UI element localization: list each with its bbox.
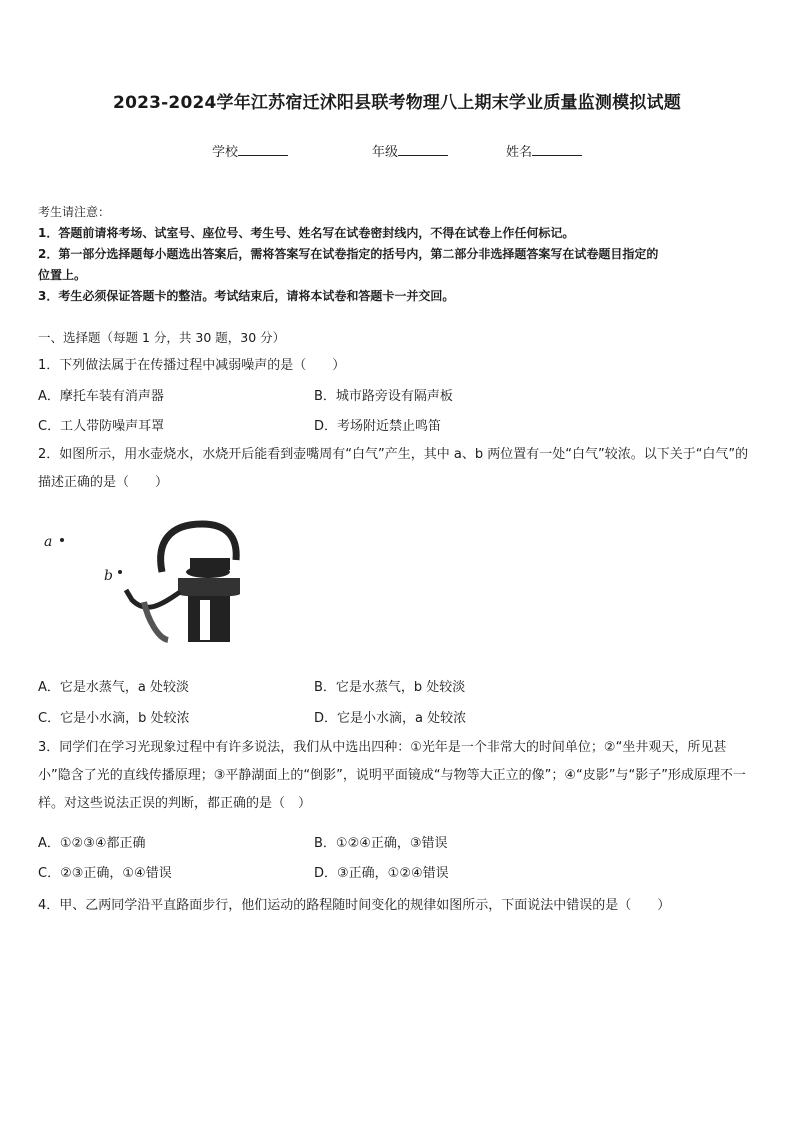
grade-field[interactable] [372,141,448,160]
kettle-figure [40,520,250,650]
section-heading: 一、选择题（每题 1 分，共 30 题，30 分） [38,330,286,345]
name-blank[interactable] [532,143,582,156]
q1-option-b[interactable]: B．城市路旁设有隔声板 [314,389,453,404]
q2-option-d[interactable]: D．它是小水滴，a 处较浓 [314,711,467,726]
school-label: 学校 [212,145,239,160]
notice-item: 3．考生必须保证答题卡的整洁。考试结束后，请将本试卷和答题卡一并交回。 [38,289,455,303]
q3-option-a[interactable]: A．①②③④都正确 [38,836,146,851]
question-3-stem: 3．同学们在学习光现象过程中有许多说法，我们从中选出四种：①光年是一个非常大的时间单位；②“坐井观天，所见甚小”隐含了光的直线传播原理；③平静湖面上的“倒影”，说明平面镜成“与物等大正立的像”；④“皮影”与“影子”形成原理不一样。对这些说法正误的判断，都正确的是（ ） [38,740,746,811]
q3-option-c[interactable]: C．②③正确，①④错误 [38,866,172,881]
q1-option-a[interactable]: A．摩托车装有消声器 [38,389,164,404]
q3-option-b[interactable]: B．①②④正确，③错误 [314,836,448,851]
q2-option-c[interactable]: C．它是小水滴，b 处较浓 [38,711,190,726]
q3-option-d[interactable]: D．③正确，①②④错误 [314,866,449,881]
label-b: b [104,568,113,584]
question-1-stem: 1．下列做法属于在传播过程中减弱噪声的是（ ） [38,358,346,373]
q1-option-c[interactable]: C．工人带防噪声耳罩 [38,419,165,434]
question-2-stem: 2．如图所示，用水壶烧水，水烧开后能看到壶嘴周有“白气”产生，其中 a、b 两位置有一处“白气”较浓。以下关于“白气”的描述正确的是（ ） [38,447,749,490]
q2-option-a[interactable]: A．它是水蒸气，a 处较淡 [38,680,189,695]
school-blank[interactable] [238,143,288,156]
notice-item: 位置上。 [38,268,87,282]
grade-blank[interactable] [398,143,448,156]
q1-option-d[interactable]: D．考场附近禁止鸣笛 [314,419,442,434]
grade-label: 年级 [372,145,399,160]
notice-heading: 考生请注意： [38,205,111,219]
page-title: 2023-2024学年江苏宿迁沭阳县联考物理八上期末学业质量监测模拟试题 [113,93,681,113]
name-label: 姓名 [506,145,533,160]
label-a: a [44,534,53,550]
kettle-illustration [40,520,250,650]
name-field[interactable] [506,141,582,160]
school-field[interactable] [212,141,288,160]
notice-item: 1．答题前请将考场、试室号、座位号、考生号、姓名写在试卷密封线内，不得在试卷上作任何标记。 [38,226,575,240]
question-4-stem: 4．甲、乙两同学沿平直路面步行，他们运动的路程随时间变化的规律如图所示，下面说法中错误的是（ ） [38,898,671,913]
q2-option-b[interactable]: B．它是水蒸气，b 处较淡 [314,680,466,695]
notice-item: 2．第一部分选择题每小题选出答案后，需将答案写在试卷指定的括号内，第二部分非选择题答案写在试卷题目指定的 [38,247,659,261]
